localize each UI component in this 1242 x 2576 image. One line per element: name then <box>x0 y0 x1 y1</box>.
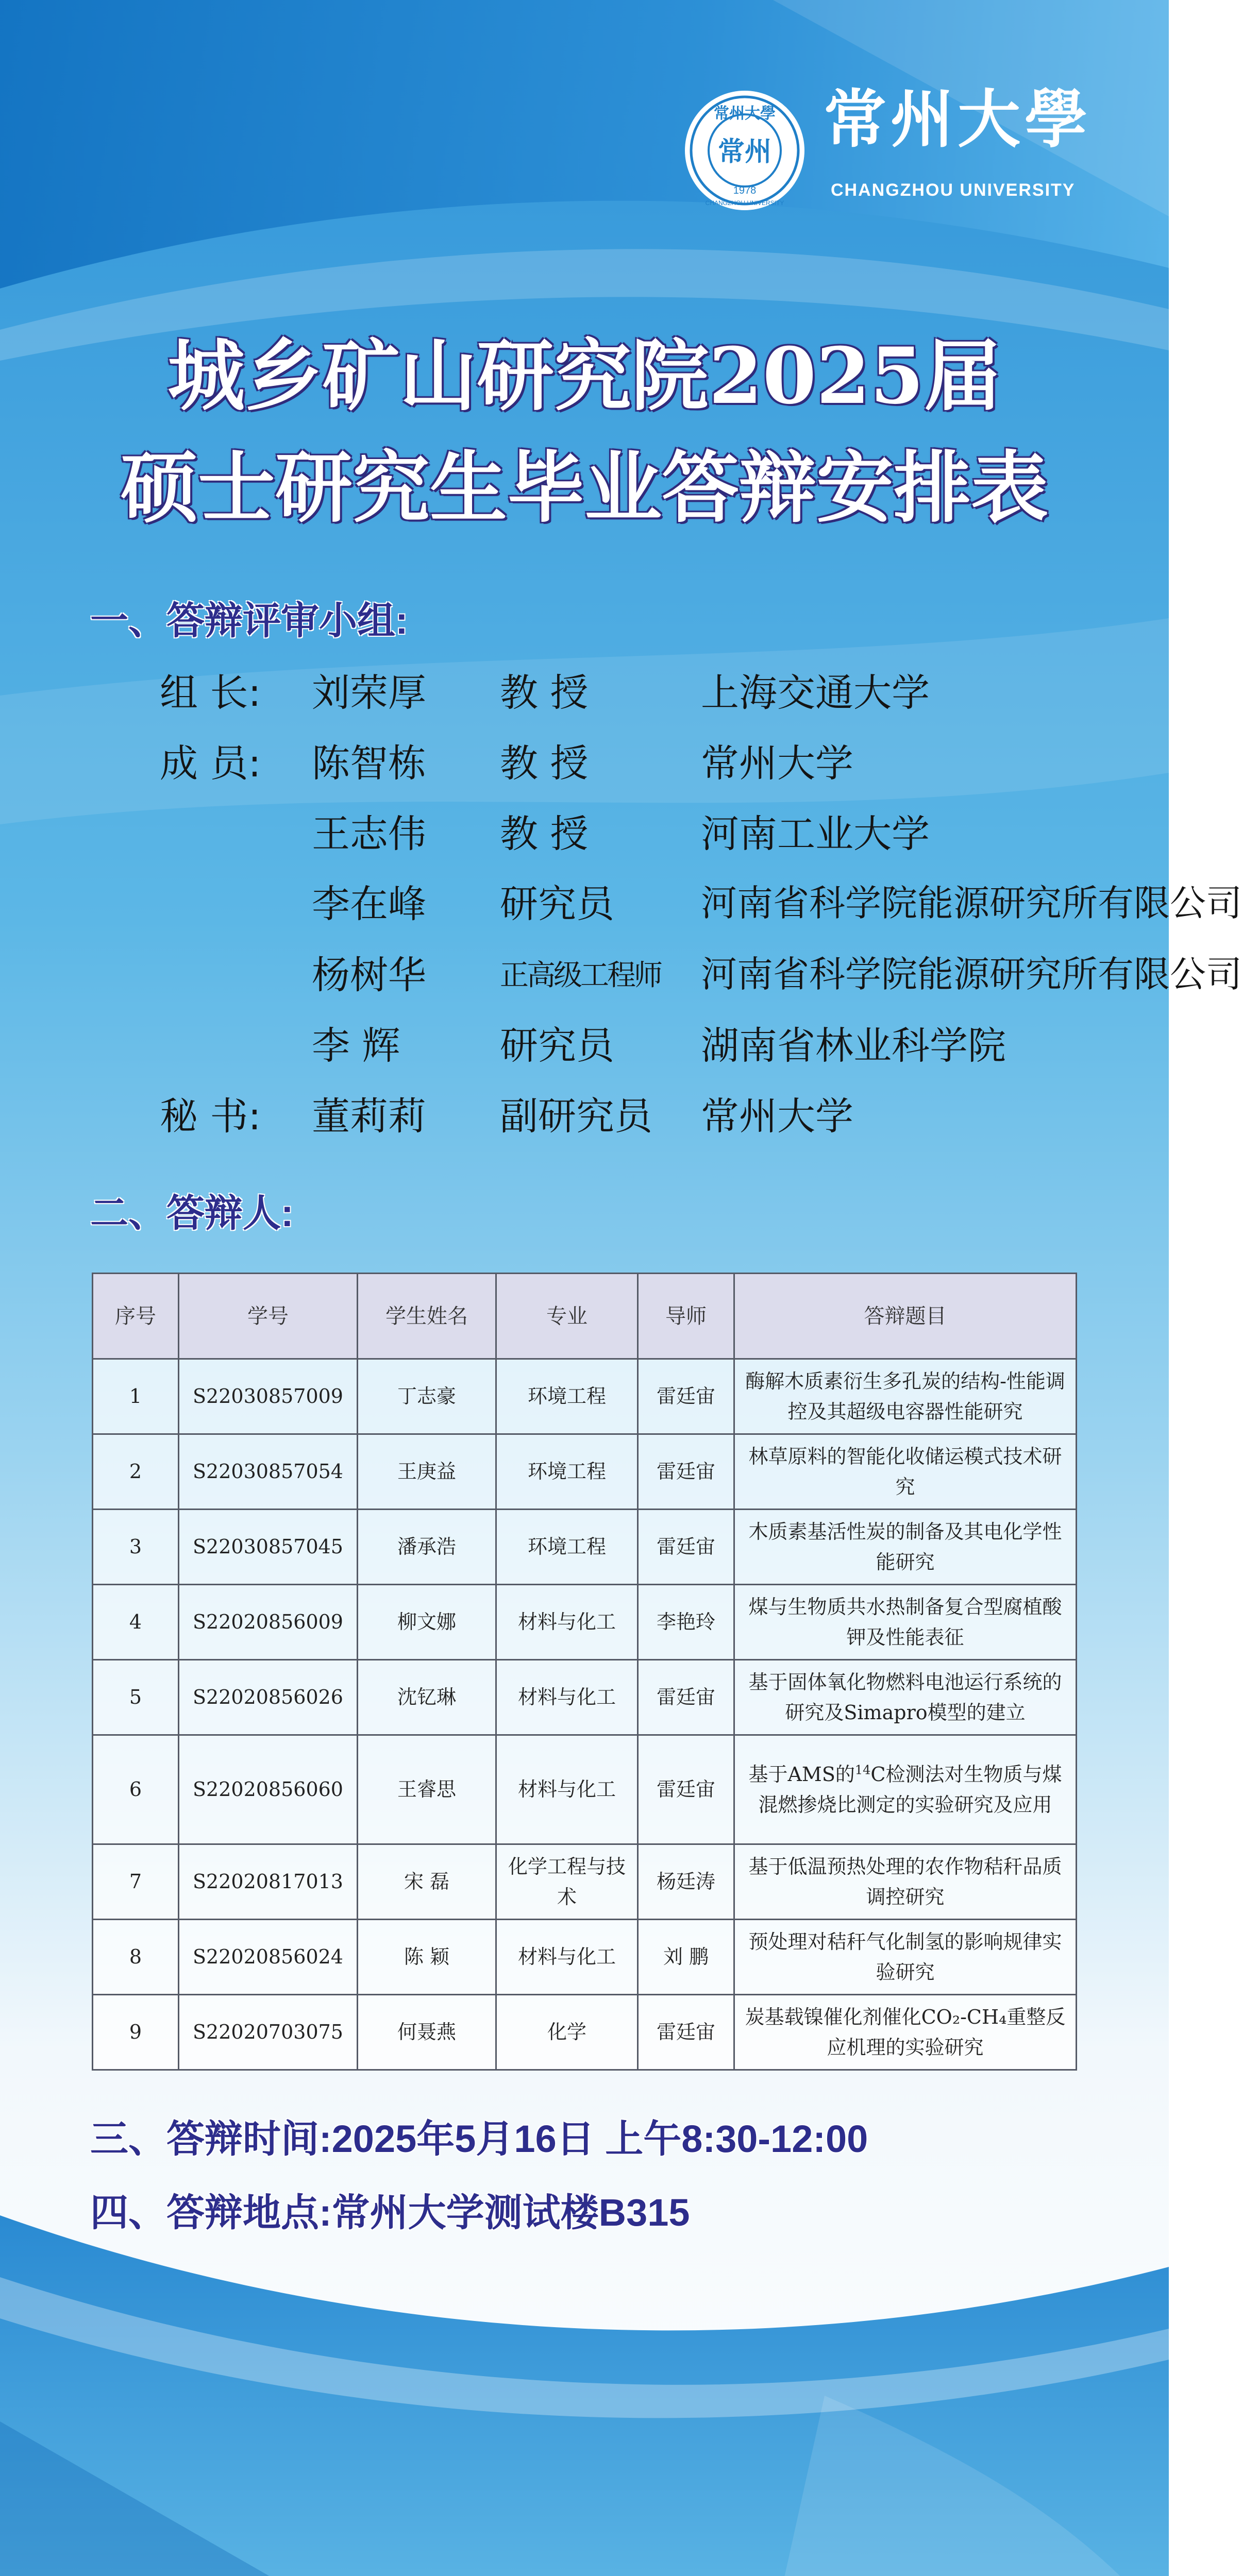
university-seal-logo <box>683 89 807 212</box>
cell-no: 5 <box>93 1660 179 1735</box>
member-org: 河南省科学院能源研究所有限公司 <box>701 953 1242 995</box>
cell-topic <box>734 1735 1077 1844</box>
seal-bottom-text: CHANGZHOU UNIVERSITY <box>705 199 784 207</box>
member-role: 秘 书: <box>160 1094 261 1139</box>
cell-major: 化学工程与技术 <box>496 1844 638 1920</box>
cell-student-id: S22030857045 <box>179 1510 358 1585</box>
member-title: 教 授 <box>500 741 589 786</box>
university-name-en: CHANGZHOU UNIVERSITY <box>831 180 1076 200</box>
committee-member <box>0 741 1169 801</box>
committee-heading: 一、答辩评审小组: <box>90 599 408 642</box>
member-org: 河南省科学院能源研究所有限公司 <box>701 882 1242 924</box>
cell-no: 9 <box>93 1995 179 2070</box>
table-row <box>93 1735 1077 1844</box>
column-header: 学号 <box>179 1274 358 1359</box>
topic-prefix: 基于AMS的 <box>748 1762 855 1786</box>
member-name: 李在峰 <box>312 882 426 926</box>
cell-student-name: 潘承浩 <box>358 1510 496 1585</box>
cell-major: 环境工程 <box>496 1510 638 1585</box>
cell-student-id: S22020856060 <box>179 1735 358 1844</box>
member-org: 河南工业大学 <box>701 812 930 856</box>
member-name: 杨树华 <box>312 953 426 997</box>
cell-student-name: 宋 磊 <box>358 1844 496 1920</box>
cell-student-name: 王庚益 <box>358 1434 496 1510</box>
member-title: 研究员 <box>500 1024 614 1068</box>
cell-advisor: 雷廷宙 <box>638 1510 734 1585</box>
cell-student-id: S22020703075 <box>179 1995 358 2070</box>
cell-no: 3 <box>93 1510 179 1585</box>
member-name: 董莉莉 <box>312 1094 426 1139</box>
cell-advisor: 雷廷宙 <box>638 1359 734 1434</box>
cell-advisor: 雷廷宙 <box>638 1735 734 1844</box>
cell-topic: 基于固体氧化物燃料电池运行系统的研究及Simapro模型的建立 <box>734 1660 1077 1735</box>
cell-no: 8 <box>93 1920 179 1995</box>
cell-student-id: S22020856009 <box>179 1585 358 1660</box>
cell-major: 材料与化工 <box>496 1660 638 1735</box>
university-name-cn: 常州大學 <box>824 82 1092 156</box>
cell-student-id: S22030857054 <box>179 1434 358 1510</box>
member-role: 成 员: <box>160 741 261 786</box>
cell-advisor: 雷廷宙 <box>638 1660 734 1735</box>
cell-student-name: 陈 颖 <box>358 1920 496 1995</box>
member-org: 常州大学 <box>701 1094 853 1139</box>
cell-no: 4 <box>93 1585 179 1660</box>
member-name: 王志伟 <box>312 812 426 856</box>
cell-no: 7 <box>93 1844 179 1920</box>
cell-student-name: 何聂燕 <box>358 1995 496 2070</box>
table-header-row <box>93 1274 1077 1359</box>
cell-no: 1 <box>93 1359 179 1434</box>
column-header: 序号 <box>93 1274 179 1359</box>
committee-member <box>0 1024 1169 1083</box>
cell-topic: 酶解木质素衍生多孔炭的结构-性能调控及其超级电容器性能研究 <box>734 1359 1077 1434</box>
topic-suffix: C检测法对生物质与煤混燃掺烧比测定的实验研究及应用 <box>758 1762 1062 1816</box>
defenders-heading: 二、答辩人: <box>90 1192 294 1234</box>
cell-student-name: 王睿思 <box>358 1735 496 1844</box>
cell-major: 材料与化工 <box>496 1585 638 1660</box>
seal-year-text: 1978 <box>733 185 757 196</box>
cell-topic: 预处理对秸秆气化制氢的影响规律实验研究 <box>734 1920 1077 1995</box>
defense-location: 四、答辩地点:常州大学测试楼B315 <box>90 2191 690 2234</box>
cell-student-id: S22020856024 <box>179 1920 358 1995</box>
cell-advisor: 李艳玲 <box>638 1585 734 1660</box>
cell-advisor: 雷廷宙 <box>638 1434 734 1510</box>
defense-time: 三、答辩时间:2025年5月16日 上午8:30-12:00 <box>90 2117 868 2160</box>
page-title-line2: 硕士研究生毕业答辩安排表 <box>120 443 1048 533</box>
column-header: 专业 <box>496 1274 638 1359</box>
committee-member <box>0 1094 1169 1154</box>
member-role: 组 长: <box>160 671 261 715</box>
column-header: 导师 <box>638 1274 734 1359</box>
topic-superscript: 14 <box>854 1762 871 1777</box>
cell-topic: 炭基载镍催化剂催化CO₂-CH₄重整反应机理的实验研究 <box>734 1995 1077 2070</box>
cell-student-id: S22020856026 <box>179 1660 358 1735</box>
member-title: 正高级工程师 <box>500 959 661 992</box>
cell-major: 环境工程 <box>496 1359 638 1434</box>
cell-student-id: S22020817013 <box>179 1844 358 1920</box>
member-title: 副研究员 <box>500 1094 652 1139</box>
member-title: 教 授 <box>500 812 589 856</box>
member-name: 陈智栋 <box>312 741 426 786</box>
cell-advisor: 雷廷宙 <box>638 1995 734 2070</box>
member-name: 李 辉 <box>312 1024 400 1068</box>
cell-major: 环境工程 <box>496 1434 638 1510</box>
member-org: 上海交通大学 <box>701 671 930 715</box>
column-header: 学生姓名 <box>358 1274 496 1359</box>
cell-student-name: 柳文娜 <box>358 1585 496 1660</box>
seal-top-text: 常州大學 <box>714 105 776 123</box>
table-row <box>93 1995 1077 2070</box>
member-title: 教 授 <box>500 671 589 715</box>
committee-member <box>0 671 1169 731</box>
committee-member <box>0 812 1169 872</box>
cell-topic: 基于低温预热处理的农作物秸秆品质调控研究 <box>734 1844 1077 1920</box>
member-title: 研究员 <box>500 882 614 926</box>
cell-no: 6 <box>93 1735 179 1844</box>
table-row <box>93 1844 1077 1920</box>
cell-major: 材料与化工 <box>496 1920 638 1995</box>
table-row <box>93 1920 1077 1995</box>
cell-advisor: 刘 鹏 <box>638 1920 734 1995</box>
member-org: 湖南省林业科学院 <box>701 1024 1006 1068</box>
committee-member <box>0 953 1242 1013</box>
cell-major: 材料与化工 <box>496 1735 638 1844</box>
cell-topic: 林草原料的智能化收储运模式技术研究 <box>734 1434 1077 1510</box>
table-row <box>93 1359 1077 1434</box>
committee-member <box>0 882 1242 942</box>
table-row <box>93 1585 1077 1660</box>
cell-topic: 煤与生物质共水热制备复合型腐植酸钾及性能表征 <box>734 1585 1077 1660</box>
cell-advisor: 杨廷涛 <box>638 1844 734 1920</box>
cell-student-id: S22030857009 <box>179 1359 358 1434</box>
defense-schedule-table <box>92 1273 1077 2071</box>
seal-center-text: 常州 <box>717 136 772 167</box>
cell-major: 化学 <box>496 1995 638 2070</box>
table-row <box>93 1434 1077 1510</box>
table-row <box>93 1510 1077 1585</box>
cell-student-name: 丁志豪 <box>358 1359 496 1434</box>
page-title-line1: 城乡矿山研究院2025届 <box>167 331 1001 421</box>
cell-student-name: 沈钇琳 <box>358 1660 496 1735</box>
table-row <box>93 1660 1077 1735</box>
cell-topic: 木质素基活性炭的制备及其电化学性能研究 <box>734 1510 1077 1585</box>
column-header: 答辩题目 <box>734 1274 1077 1359</box>
member-org: 常州大学 <box>701 741 853 786</box>
cell-no: 2 <box>93 1434 179 1510</box>
member-name: 刘荣厚 <box>312 671 426 715</box>
